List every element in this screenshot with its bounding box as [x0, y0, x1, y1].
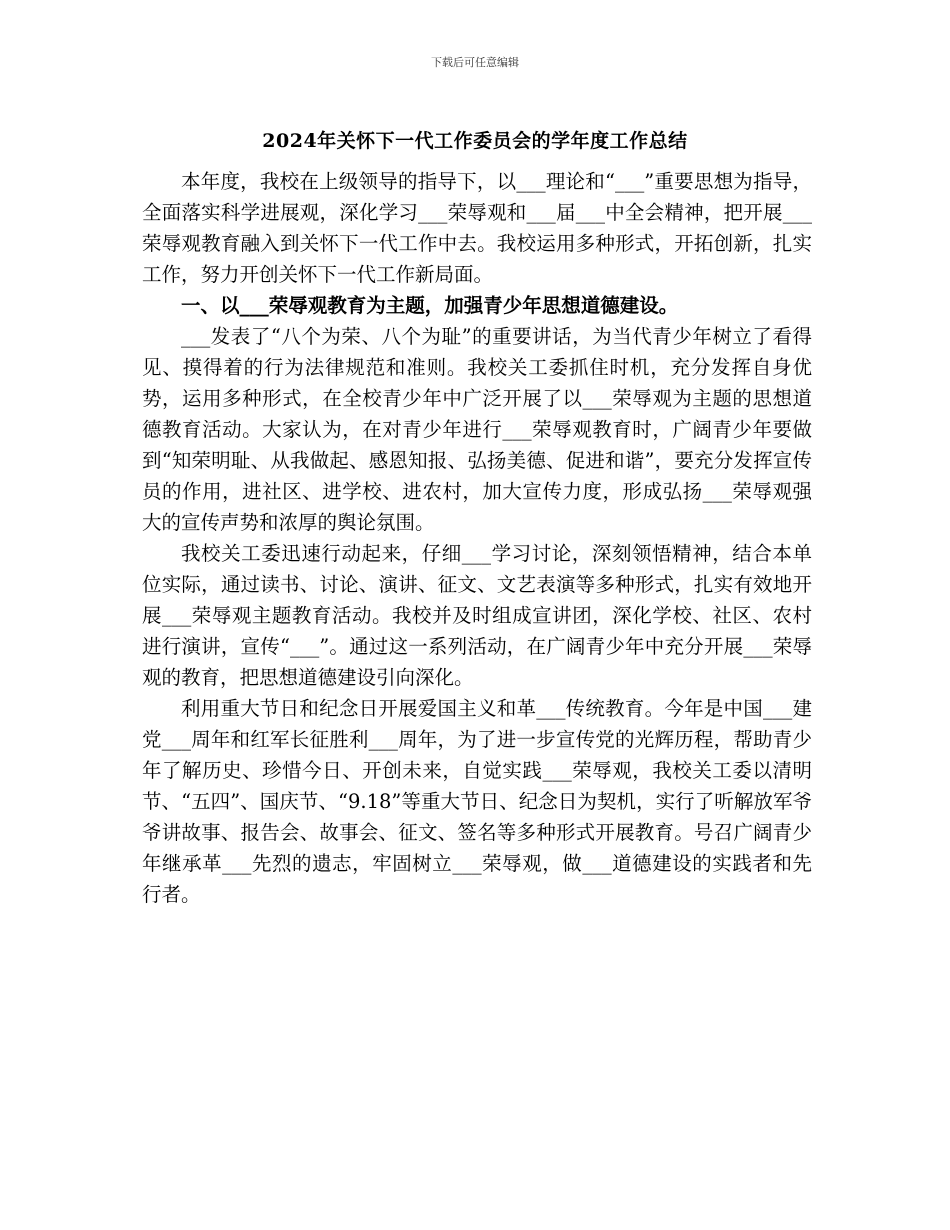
- paragraph-intro: 本年度，我校在上级领导的指导下，以___理论和“___”重要思想为指导，全面落实科学进展观，深化学习___荣辱观和___届___中全会精神，把开展___荣辱观教育融入到关怀下一代工作中去。我校运用多种形式，开拓创新，扎实工作，努力开创关怀下一代工作新局面。: [142, 170, 812, 286]
- page-header-note: 下载后可任意编辑: [431, 56, 519, 69]
- section-heading-1: 一、以___荣辱观教育为主题，加强青少年思想道德建设。: [181, 294, 679, 317]
- paragraph-speech: ___发表了“八个为荣、八个为耻”的重要讲话，为当代青少年树立了看得见、摸得着的行为法律规范和准则。我校关工委抓住时机，充分发挥自身优势，运用多种形式，在全校青少年中广泛开展了以___荣辱观为主题的思想道德教育活动。大家认为，在对青少年进行___荣辱观教育时，广阔青少年要做到“知荣明耻、从我做起、感恩知报、弘扬美德、促进和谐”，要充分发挥宣传员的作用，进社区、进学校、进农村，加大宣传力度，形成弘扬___荣辱观强大的宣传声势和浓厚的舆论氛围。: [142, 325, 812, 534]
- paragraph-holidays: 利用重大节日和纪念日开展爱国主义和革___传统教育。今年是中国___建党___周年和红军长征胜利___周年，为了进一步宣传党的光辉历程，帮助青少年了解历史、珍惜今日、开创未来，自觉实践___荣辱观，我校关工委以清明节、“五四”、国庆节、“9.18”等重大节日、纪念日为契机，实行了听解放军爷爷讲故事、报告会、故事会、征文、签名等多种形式开展教育。号召广阔青少年继承革___先烈的遗志，牢固树立___荣辱观，做___道德建设的实践者和先行者。: [142, 697, 812, 906]
- paragraph-action: 我校关工委迅速行动起来，仔细___学习讨论，深刻领悟精神，结合本单位实际，通过读书、讨论、演讲、征文、文艺表演等多种形式，扎实有效地开展___荣辱观主题教育活动。我校并及时组成宣讲团，深化学校、社区、农村进行演讲，宣传“___”。通过这一系列活动，在广阔青少年中充分开展___荣辱观的教育，把思想道德建设引向深化。: [142, 542, 812, 689]
- document-title: 2024年关怀下一代工作委员会的学年度工作总结: [262, 130, 688, 152]
- document-body: [142, 166, 812, 910]
